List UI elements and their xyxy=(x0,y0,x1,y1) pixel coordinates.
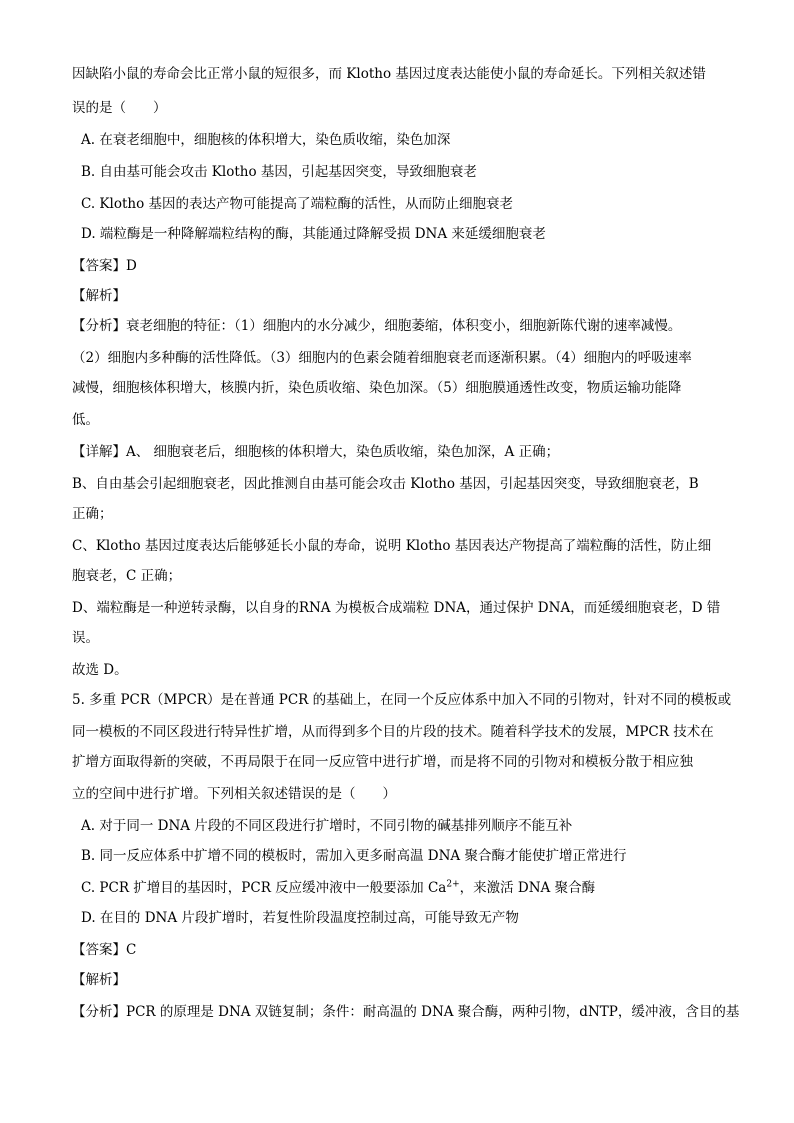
answer-value: C xyxy=(126,942,137,958)
q4-xiangjie-line-6: D、端粒酶是一种逆转录酶，以自身的RNA 为模板合成端粒 DNA，通过保护 DNA，而延缓细胞衰老，D 错 xyxy=(72,600,721,616)
q5-stem-line-2: 同一模板的不同区段进行特异性扩增，从而得到多个目的片段的技术。随着科学技术的发展，MPCR 技术在 xyxy=(72,724,714,740)
q4-answer xyxy=(72,256,722,276)
q5-option-b: B. 同一反应体系中扩增不同的模板时，需加入更多耐高温 DNA 聚合酶才能使扩增正常进行 xyxy=(81,848,627,864)
q5-option-c xyxy=(81,878,731,898)
q5-stem-line-1: 5. 多重 PCR（MPCR）是在普通 PCR 的基础上，在同一个反应体系中加入不同的引物对，针对不同的模板或 xyxy=(72,692,732,708)
q5-option-d: D. 在目的 DNA 片段扩增时，若复性阶段温度控制过高，可能导致无产物 xyxy=(81,910,519,926)
xiangjie-tag: 【详解】 xyxy=(72,444,126,460)
q4-xiangjie-line-3: 正确； xyxy=(72,506,113,522)
fenxi-tag: 【分析】 xyxy=(72,1004,126,1020)
q5-answer xyxy=(72,940,722,960)
q4-xiangjie-line-4: C、Klotho 基因过度表达后能够延长小鼠的寿命，说明 Klotho 基因表达产物提高了端粒酶的活性，防止细 xyxy=(72,538,712,554)
q4-analysis-tag: 【解析】 xyxy=(72,288,126,304)
q4-xiangjie-line-1 xyxy=(72,442,722,462)
option-c-text-end: ，来激活 DNA 聚合酶 xyxy=(459,880,596,896)
q4-stem-line-1: 因缺陷小鼠的寿命会比正常小鼠的短很多，而 Klotho 基因过度表达能使小鼠的寿命延长。下列相关叙述错 xyxy=(72,66,706,82)
q4-xiangjie-line-2: B、自由基会引起细胞衰老，因此推测自由基可能会攻击 Klotho 基因，引起基因突变，导致细胞衰老，B xyxy=(72,476,699,492)
q4-option-b: B. 自由基可能会攻击 Klotho 基因，引起基因突变，导致细胞衰老 xyxy=(81,164,477,180)
q4-option-a: A. 在衰老细胞中，细胞核的体积增大，染色质收缩，染色加深 xyxy=(81,132,451,148)
option-c-text: C. PCR 扩增目的基因时，PCR 反应缓冲液中一般要添加 Ca xyxy=(81,880,447,896)
q4-option-d: D. 端粒酶是一种降解端粒结构的酶，其能通过降解受损 DNA 来延缓细胞衰老 xyxy=(81,226,546,242)
q5-stem-line-3: 扩增方面取得新的突破，不再局限于在同一反应管中进行扩增，而是将不同的引物对和模板分散于相应独 xyxy=(72,754,693,770)
fenxi-tag: 【分析】 xyxy=(72,318,126,334)
q4-fenxi-line-3: 减慢，细胞核体积增大，核膜内折，染色质收缩、染色加深。（5）细胞膜通透性改变，物质运输功能降 xyxy=(72,380,682,396)
q5-stem-line-4: 立的空间中进行扩增。下列相关叙述错误的是（ ） xyxy=(72,786,396,802)
q5-analysis-tag: 【解析】 xyxy=(72,972,126,988)
q4-option-c: C. Klotho 基因的表达产物可能提高了端粒酶的活性，从而防止细胞衰老 xyxy=(81,196,513,212)
answer-tag: 【答案】 xyxy=(72,258,126,274)
q4-fenxi-line-2: （2）细胞内多种酶的活性降低。（3）细胞内的色素会随着细胞衰老而逐渐积累。（4）细胞内的呼吸速率 xyxy=(72,350,692,366)
fenxi-text: PCR 的原理是 DNA 双链复制；条件：耐高温的 DNA 聚合酶，两种引物，dNTP，缓冲液，含目的基 xyxy=(126,1004,740,1020)
q4-xiangjie-line-8: 故选 D。 xyxy=(72,662,128,678)
q4-fenxi-line-4: 低。 xyxy=(72,412,99,428)
q5-fenxi-line-1 xyxy=(72,1002,740,1022)
answer-value: D xyxy=(126,258,137,274)
q4-xiangjie-line-5: 胞衰老，C 正确； xyxy=(72,568,182,584)
q5-option-a: A. 对于同一 DNA 片段的不同区段进行扩增时，不同引物的碱基排列顺序不能互补 xyxy=(81,818,573,834)
xiangjie-text: A、 细胞衰老后，细胞核的体积增大，染色质收缩，染色加深，A 正确； xyxy=(126,444,560,460)
calcium-charge-superscript: 2+ xyxy=(446,879,460,890)
q4-xiangjie-line-7: 误。 xyxy=(72,630,99,646)
fenxi-text: 衰老细胞的特征：（1）细胞内的水分减少，细胞萎缩，体积变小，细胞新陈代谢的速率减慢。 xyxy=(126,318,682,334)
q4-stem-line-2: 误的是（ ） xyxy=(72,100,167,116)
q4-fenxi-line-1 xyxy=(72,316,722,336)
answer-tag: 【答案】 xyxy=(72,942,126,958)
